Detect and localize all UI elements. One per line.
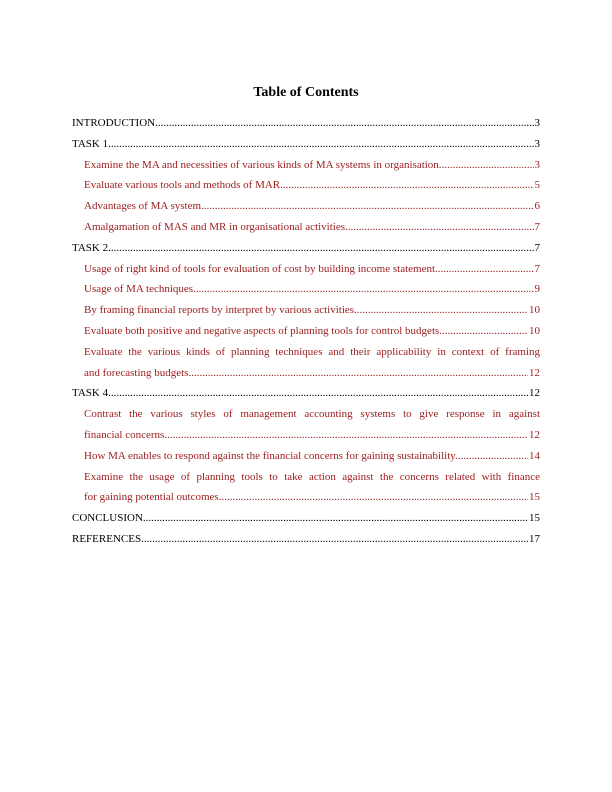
dot-leader xyxy=(442,155,534,176)
dot-leader xyxy=(348,217,534,238)
toc-entry-text-line1: Contrast the various styles of management accounting systems to give response in against xyxy=(84,408,540,421)
dot-leader xyxy=(167,425,528,446)
toc-entry-text: INTRODUCTION xyxy=(72,117,156,129)
dot-leader xyxy=(357,300,528,321)
toc-subentry-financial-reports[interactable] xyxy=(72,300,540,321)
toc-entry-text-line1: Examine the usage of planning tools to take action against the concerns related with finance xyxy=(84,470,540,483)
dot-leader xyxy=(155,113,533,134)
toc-subentry-evaluate-tools[interactable] xyxy=(72,175,540,196)
toc-subentry-advantages[interactable] xyxy=(72,196,540,217)
toc-page-number: 15 xyxy=(529,512,540,525)
toc-page-number: 7 xyxy=(534,220,540,233)
toc-page-number: 12 xyxy=(529,428,540,441)
toc-entry-task-4[interactable] xyxy=(72,383,540,404)
toc-page-number: 3 xyxy=(534,158,540,171)
dot-leader xyxy=(141,529,528,550)
toc-page-number: 15 xyxy=(529,491,540,504)
toc-entry-task-2[interactable] xyxy=(72,238,540,259)
toc-subentry-planning-tools[interactable] xyxy=(72,321,540,342)
toc-page-number: 14 xyxy=(529,449,540,462)
toc-entry-text: Advantages of MA system xyxy=(84,200,202,213)
dot-leader xyxy=(143,508,528,529)
toc-entry-text-line1: Evaluate the various kinds of planning techniques and their applicability in context of framing xyxy=(84,345,540,358)
toc-entry-text: for gaining potential outcomes xyxy=(84,491,219,504)
toc-subentry-contrast-styles[interactable] xyxy=(72,404,540,446)
dot-leader xyxy=(442,321,528,342)
toc-entry-text: financial concerns. xyxy=(84,428,168,441)
toc-entry-text: TASK 2 xyxy=(72,241,109,254)
toc-subentry-planning-techniques[interactable] xyxy=(72,342,540,384)
dot-leader xyxy=(191,363,528,384)
toc-entry-text: Usage of right kind of tools for evaluation of cost by building income statement. xyxy=(84,262,438,275)
toc-subentry-amalgamation[interactable] xyxy=(72,217,540,238)
toc-entry-text: Usage of MA techniques xyxy=(84,283,194,296)
toc-page-number: 17 xyxy=(529,532,540,545)
toc-subentry-ma-techniques[interactable] xyxy=(72,279,540,300)
toc-subentry-income-statement[interactable] xyxy=(72,259,540,280)
dot-leader xyxy=(108,238,533,259)
toc-page-number: 7 xyxy=(534,262,540,275)
toc-page-number: 5 xyxy=(534,179,540,192)
toc-entry-text: TASK 4 xyxy=(72,387,109,400)
toc-entry-text: CONCLUSION xyxy=(72,512,143,525)
toc-subentry-sustainability[interactable] xyxy=(72,446,540,467)
dot-leader xyxy=(201,196,533,217)
toc-page-number: 9 xyxy=(534,283,540,296)
toc-page-number: 12 xyxy=(529,387,540,400)
toc-page-number: 3 xyxy=(534,137,540,150)
toc-entry-text: Evaluate various tools and methods of MAR. xyxy=(84,179,283,192)
toc-entry-text: Examine the MA and necessities of various kinds of MA systems in organisation. xyxy=(84,158,442,171)
dot-leader xyxy=(458,446,528,467)
dot-leader xyxy=(438,259,534,280)
toc-title: Table of Contents xyxy=(253,85,359,100)
dot-leader xyxy=(283,175,534,196)
dot-leader xyxy=(108,134,533,155)
toc-page-number: 10 xyxy=(529,304,540,317)
dot-leader xyxy=(193,279,533,300)
toc-entry-text: REFERENCES xyxy=(72,532,142,545)
toc-entry-text: TASK 1 xyxy=(72,137,109,150)
toc-page-number: 7 xyxy=(534,241,540,254)
toc-page-number: 10 xyxy=(529,324,540,337)
table-of-contents xyxy=(72,113,540,550)
toc-entry-references[interactable] xyxy=(72,529,540,550)
toc-page-number: 6 xyxy=(534,200,540,213)
toc-subentry-planning-outcomes[interactable] xyxy=(72,467,540,509)
toc-subentry-examine-ma[interactable] xyxy=(72,155,540,176)
toc-page-number: 12 xyxy=(529,366,540,379)
toc-entry-text: By framing financial reports by interpret by various activities. xyxy=(84,304,357,317)
toc-page-number: 3 xyxy=(534,117,540,129)
toc-entry-task-1[interactable] xyxy=(72,134,540,155)
toc-entry-text: Amalgamation of MAS and MR in organisational activities. xyxy=(84,220,348,233)
toc-entry-text: Evaluate both positive and negative aspects of planning tools for control budgets. xyxy=(84,324,443,337)
toc-entry-text: and forecasting budgets. xyxy=(84,366,192,379)
dot-leader xyxy=(108,383,528,404)
toc-entry-introduction[interactable] xyxy=(72,113,540,134)
toc-entry-conclusion[interactable] xyxy=(72,508,540,529)
dot-leader xyxy=(219,487,528,508)
toc-entry-text: How MA enables to respond against the financial concerns for gaining sustainability. xyxy=(84,449,458,462)
